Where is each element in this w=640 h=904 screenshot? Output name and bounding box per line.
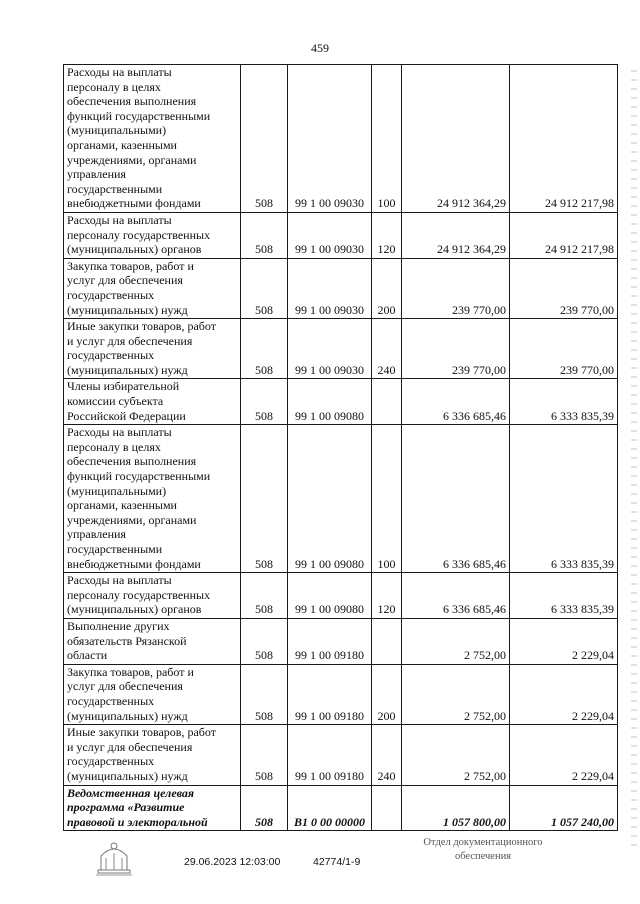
organization-logo-icon (92, 836, 136, 876)
budget-table-body (64, 65, 618, 831)
row-expense-type-cell: 120 (372, 212, 402, 258)
row-department-code-cell: 508 (241, 664, 288, 724)
row-amount-approved-cell: 2 752,00 (402, 725, 510, 785)
row-name-cell: Ведомственная целевая программа «Развитие правовой и электоральной (64, 785, 241, 831)
row-amount-executed-cell: 24 912 217,98 (510, 212, 618, 258)
row-department-code-cell: 508 (241, 258, 288, 318)
row-amount-approved-cell: 1 057 800,00 (402, 785, 510, 831)
row-name-cell: Члены избирательной комиссии субъекта Российской Федерации (64, 379, 241, 425)
row-amount-approved-cell: 6 336 685,46 (402, 425, 510, 573)
row-expense-type-cell: 100 (372, 65, 402, 213)
table-row (64, 664, 618, 724)
row-target-item-code-cell: 99 1 00 09180 (288, 664, 372, 724)
row-department-code-cell: 508 (241, 618, 288, 664)
row-amount-approved-cell: 6 336 685,46 (402, 379, 510, 425)
row-department-code-cell: 508 (241, 785, 288, 831)
table-row (64, 725, 618, 785)
table-row (64, 319, 618, 379)
row-target-item-code-cell: В1 0 00 00000 (288, 785, 372, 831)
row-department-code-cell: 508 (241, 379, 288, 425)
table-row (64, 379, 618, 425)
row-amount-executed-cell: 2 229,04 (510, 618, 618, 664)
row-expense-type-cell (372, 785, 402, 831)
row-amount-approved-cell: 2 752,00 (402, 664, 510, 724)
row-department-code-cell: 508 (241, 725, 288, 785)
footer-doc-number: 42774/1-9 (313, 856, 361, 868)
table-row (64, 212, 618, 258)
row-amount-approved-cell: 239 770,00 (402, 319, 510, 379)
table-row (64, 573, 618, 619)
footer-stamp (398, 836, 568, 864)
row-amount-approved-cell: 24 912 364,29 (402, 212, 510, 258)
row-name-cell: Расходы на выплаты персоналу в целях обеспечения выполнения функций государственными (муниципальными) органами, казенными учреждениями, органами управления государственными внебюджетными фондами (64, 425, 241, 573)
row-expense-type-cell: 100 (372, 425, 402, 573)
table-row (64, 258, 618, 318)
row-expense-type-cell (372, 618, 402, 664)
row-name-cell: Закупка товаров, работ и услуг для обеспечения государственных (муниципальных) нужд (64, 258, 241, 318)
page-number: 459 (311, 41, 329, 55)
row-expense-type-cell: 240 (372, 725, 402, 785)
row-name-cell: Иные закупки товаров, работ и услуг для обеспечения государственных (муниципальных) нужд (64, 319, 241, 379)
row-expense-type-cell: 200 (372, 258, 402, 318)
row-expense-type-cell: 200 (372, 664, 402, 724)
row-name-cell: Расходы на выплаты персоналу государственных (муниципальных) органов (64, 573, 241, 619)
row-department-code-cell: 508 (241, 65, 288, 213)
row-amount-executed-cell: 6 333 835,39 (510, 425, 618, 573)
row-expense-type-cell (372, 379, 402, 425)
row-amount-executed-cell: 2 229,04 (510, 664, 618, 724)
row-target-item-code-cell: 99 1 00 09030 (288, 319, 372, 379)
row-expense-type-cell: 240 (372, 319, 402, 379)
table-row (64, 425, 618, 573)
row-target-item-code-cell: 99 1 00 09030 (288, 65, 372, 213)
row-amount-executed-cell: 239 770,00 (510, 258, 618, 318)
row-target-item-code-cell: 99 1 00 09180 (288, 725, 372, 785)
row-target-item-code-cell: 99 1 00 09080 (288, 425, 372, 573)
row-department-code-cell: 508 (241, 425, 288, 573)
row-amount-executed-cell: 24 912 217,98 (510, 65, 618, 213)
row-amount-approved-cell: 6 336 685,46 (402, 573, 510, 619)
table-row (64, 618, 618, 664)
row-target-item-code-cell: 99 1 00 09030 (288, 258, 372, 318)
table-row (64, 65, 618, 213)
table-row (64, 785, 618, 831)
row-name-cell: Иные закупки товаров, работ и услуг для обеспечения государственных (муниципальных) нужд (64, 725, 241, 785)
row-expense-type-cell: 120 (372, 573, 402, 619)
row-amount-executed-cell: 6 333 835,39 (510, 573, 618, 619)
row-name-cell: Закупка товаров, работ и услуг для обеспечения государственных (муниципальных) нужд (64, 664, 241, 724)
row-target-item-code-cell: 99 1 00 09080 (288, 573, 372, 619)
row-amount-executed-cell: 239 770,00 (510, 319, 618, 379)
footer-date: 29.06.2023 12:03:00 (184, 856, 281, 868)
row-department-code-cell: 508 (241, 212, 288, 258)
budget-table (63, 64, 618, 831)
row-name-cell: Расходы на выплаты персоналу государственных (муниципальных) органов (64, 212, 241, 258)
footer-stamp-text: Отдел документационного обеспечения (423, 837, 543, 862)
row-amount-approved-cell: 2 752,00 (402, 618, 510, 664)
row-amount-executed-cell: 2 229,04 (510, 725, 618, 785)
row-name-cell: Выполнение других обязательств Рязанской области (64, 618, 241, 664)
scan-margin-marks (631, 70, 637, 850)
row-department-code-cell: 508 (241, 319, 288, 379)
row-amount-approved-cell: 24 912 364,29 (402, 65, 510, 213)
row-amount-executed-cell: 1 057 240,00 (510, 785, 618, 831)
row-amount-approved-cell: 239 770,00 (402, 258, 510, 318)
row-department-code-cell: 508 (241, 573, 288, 619)
row-target-item-code-cell: 99 1 00 09080 (288, 379, 372, 425)
row-target-item-code-cell: 99 1 00 09180 (288, 618, 372, 664)
row-target-item-code-cell: 99 1 00 09030 (288, 212, 372, 258)
row-name-cell: Расходы на выплаты персоналу в целях обеспечения выполнения функций государственными (муниципальными) органами, казенными учреждениями, органами управления государственными внебюджетными фондами (64, 65, 241, 213)
row-amount-executed-cell: 6 333 835,39 (510, 379, 618, 425)
